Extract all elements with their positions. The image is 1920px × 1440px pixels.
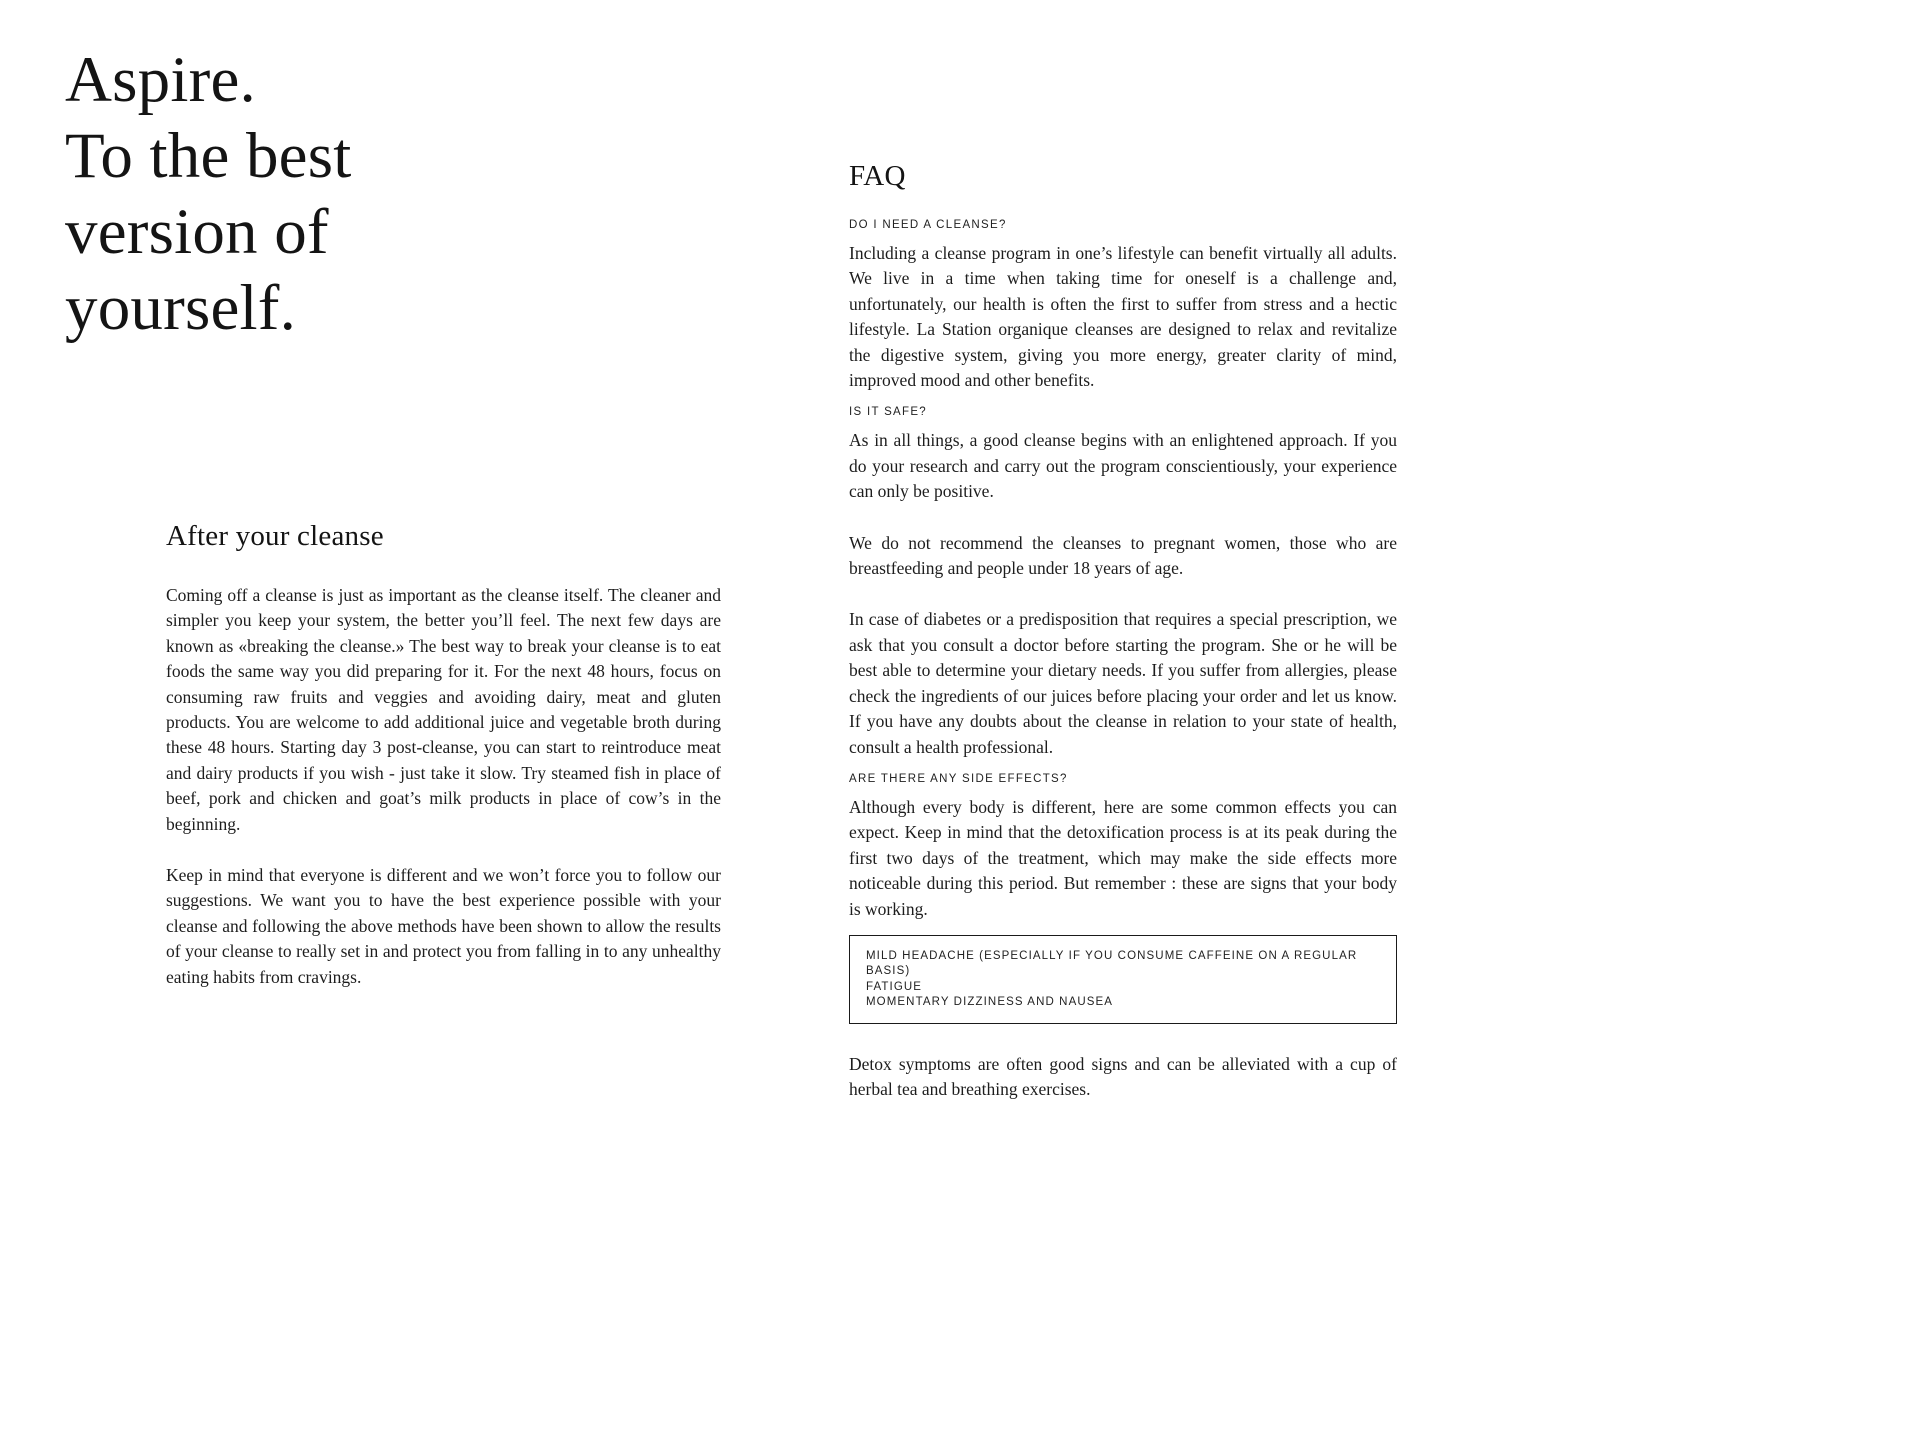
- hero-title-line: version of: [65, 196, 329, 268]
- hero-title-line: yourself.: [65, 272, 297, 344]
- faq-answer-paragraph: We do not recommend the cleanses to pregnant women, those who are breastfeeding and people under 18 years of age.: [849, 532, 1397, 579]
- side-effect-item: MOMENTARY DIZZINESS AND NAUSEA: [866, 996, 1114, 1009]
- side-effects-box: [849, 935, 1397, 1024]
- after-cleanse-section: [166, 520, 721, 990]
- faq-heading: FAQ: [849, 160, 906, 192]
- faq-answer-paragraph: Including a cleanse program in one’s lifestyle can benefit virtually all adults. We live in a time when taking time for oneself is a challenge and, unfortunately, our health is often the first to suffer from stress and a hectic lifestyle. La Station organique cleanses are designed to relax and revitalize the digestive system, giving you more energy, greater clarity of mind, improved mood and other benefits.: [849, 243, 1397, 391]
- faq-question: IS IT SAFE?: [849, 406, 927, 419]
- after-cleanse-paragraph: Coming off a cleanse is just as important as the cleanse itself. The cleaner and simpler you keep your system, the better you’ll feel. The next few days are known as «breaking the cleanse.» The best way to break your cleanse is to eat foods the same way you did preparing for it. For the next 48 hours, focus on consuming raw fruits and veggies and avoiding dairy, meat and gluten products. You are welcome to add additional juice and vegetable broth during these 48 hours. Starting day 3 post-cleanse, you can start to reintroduce meat and dairy products if you wish - just take it slow. Try steamed fish in place of beef, pork and chicken and goat’s milk products in place of cow’s in the beginning.: [166, 585, 721, 834]
- after-cleanse-heading: After your cleanse: [166, 520, 384, 552]
- hero-title-line: Aspire.: [65, 44, 256, 116]
- closing-paragraph: Detox symptoms are often good signs and can be alleviated with a cup of herbal tea and breathing exercises.: [849, 1053, 1397, 1100]
- side-effect-item: FATIGUE: [866, 980, 923, 993]
- faq-section: [849, 160, 1397, 1103]
- side-effect-item: MILD HEADACHE (ESPECIALLY IF YOU CONSUME CAFFEINE ON A REGULAR BASIS): [866, 949, 1358, 978]
- faq-question: ARE THERE ANY SIDE EFFECTS?: [849, 772, 1068, 785]
- faq-question: DO I NEED A CLEANSE?: [849, 219, 1007, 231]
- faq-answer-paragraph: Although every body is different, here are some common effects you can expect. Keep in mind that the detoxification process is at its peak during the first two days of the treatment, which may make the side effects more noticeable during this period. But remember : these are signs that your body is working.: [849, 796, 1397, 919]
- faq-answer-paragraph: As in all things, a good cleanse begins with an enlightened approach. If you do your research and carry out the program conscientiously, your experience can only be positive.: [849, 430, 1397, 502]
- hero-title: [65, 42, 351, 346]
- faq-item-side-effects: [849, 773, 1397, 922]
- faq-item-need-cleanse: [849, 219, 1397, 393]
- hero-title-line: To the best: [65, 120, 352, 192]
- faq-item-is-it-safe: [849, 406, 1397, 759]
- faq-answer-paragraph: In case of diabetes or a predisposition that requires a special prescription, we ask that you consult a doctor before starting the program. She or he will be best able to determine your dietary needs. If you suffer from allergies, please check the ingredients of our juices before placing your order and let us know. If you have any doubts about the cleanse in relation to your state of health, consult a health professional.: [849, 609, 1397, 757]
- after-cleanse-paragraph: Keep in mind that everyone is different and we won’t force you to follow our suggestions. We want you to have the best experience possible with your cleanse and following the above methods have been shown to allow the results of your cleanse to really set in and protect you from falling in to any unhealthy eating habits from cravings.: [166, 865, 721, 987]
